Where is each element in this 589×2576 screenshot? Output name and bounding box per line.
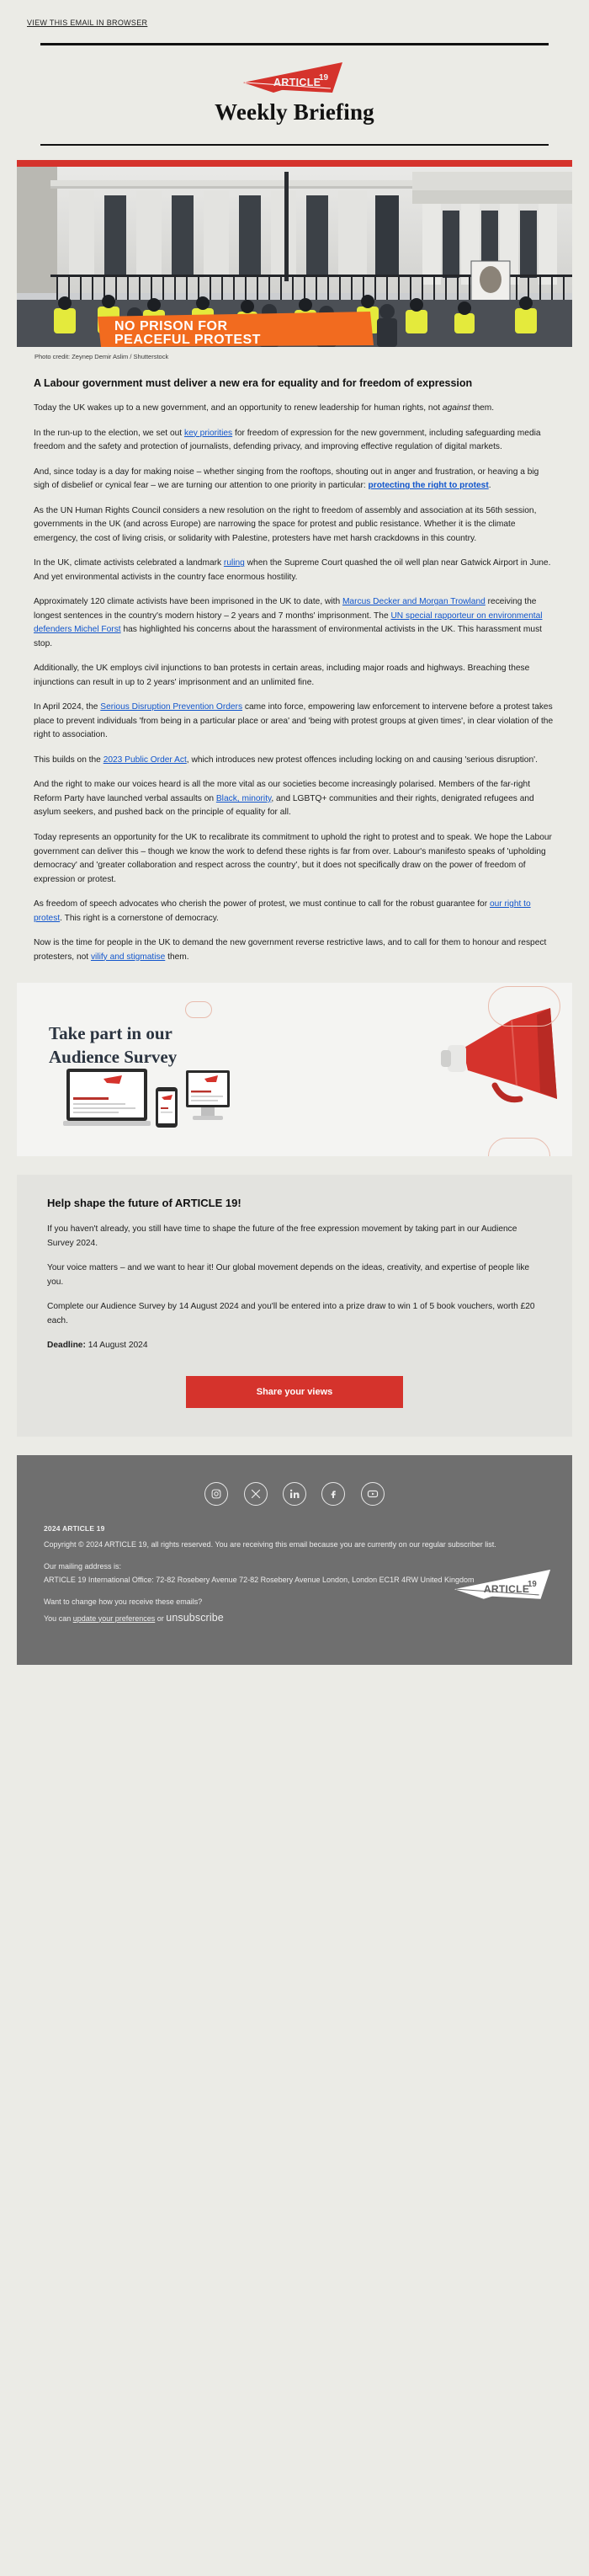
survey-banner-line2: Audience Survey	[49, 1047, 178, 1068]
cta-heading: Help shape the future of ARTICLE 19!	[47, 1197, 241, 1210]
devices-illustration	[63, 1065, 231, 1138]
cta-section	[17, 1175, 572, 1437]
x-twitter-icon[interactable]	[244, 1482, 268, 1506]
article19-logo	[243, 61, 346, 94]
preheader	[0, 0, 589, 29]
paragraph-text: , and LGBTQ+ communities and their rights, denigrated refugees and asylum seekers, and pushed back on the principle of equality for all.	[34, 793, 534, 818]
footer-body	[17, 1524, 572, 1627]
paragraph-text: In April 2024, the	[34, 702, 101, 712]
inline-link[interactable]: ruling	[223, 558, 245, 568]
paragraph-text: In the run-up to the election, we set out	[34, 428, 184, 438]
cta-deadline-label: Deadline:	[47, 1341, 86, 1351]
inline-link[interactable]: 2023 Public Order Act	[103, 755, 187, 765]
hero-photo	[17, 167, 572, 347]
article-paragraph	[34, 701, 555, 743]
speech-bubble-bottom	[488, 1138, 550, 1156]
footer-you-can: You can	[44, 1613, 73, 1623]
article-paragraph	[34, 504, 555, 547]
paragraph-text: when the Supreme Court quashed the oil well plan near Gatwick Airport in June. And yet environmental activists in the country face enormous hostility.	[34, 558, 551, 582]
paragraph-text: came into force, empowering law enforcement to intervene before a protest takes place to prevent individuals 'from being in a particular place or area' and 'being with protest groups at given times', in clear violation of the right to association.	[34, 702, 554, 740]
inline-link[interactable]: vilify and stigmatise	[90, 952, 166, 962]
article-paragraph	[34, 778, 555, 820]
paragraph-text: for	[361, 403, 372, 413]
header-divider-bottom	[40, 144, 549, 146]
svg-text:19: 19	[528, 1579, 537, 1589]
article-paragraph	[34, 662, 555, 690]
footer-or: or	[155, 1613, 167, 1623]
hero-section	[17, 167, 572, 360]
cta-paragraph-3: Complete our Audience Survey by 14 August 2024 and you'll be entered into a prize draw to win 1 of 5 book vouchers, worth £20 each.	[47, 1302, 535, 1325]
footer-copyright: Copyright © 2024 ARTICLE 19, all rights reserved. You are receiving this email because you are currently on our regular subscriber list.	[44, 1539, 496, 1549]
paragraph-text: them.	[165, 952, 189, 962]
article-paragraph	[34, 754, 555, 768]
unsubscribe-link[interactable]: unsubscribe	[166, 1611, 224, 1624]
logo-zone	[0, 45, 589, 98]
paragraph-text: In the UK, climate activists celebrated a landmark	[34, 558, 224, 568]
emphasis-text: against	[442, 403, 470, 413]
paragraph-text: Approximately 120 climate activists have been imprisoned in the UK to date, with	[34, 597, 342, 607]
inline-link[interactable]: UN special rapporteur on environmental defenders Michel Forst	[34, 611, 543, 635]
speech-bubble-small	[185, 1001, 212, 1018]
paragraph-text: Today the UK wakes up to a new government, and an opportunity to renew leadership	[34, 403, 362, 413]
audience-survey-banner[interactable]	[17, 983, 572, 1156]
footer	[17, 1455, 572, 1665]
paragraph-text: human rights, not	[371, 403, 443, 413]
article-paragraph	[34, 466, 555, 493]
footer-address-label: Our mailing address is:	[44, 1562, 122, 1571]
article-paragraphs	[34, 402, 555, 964]
update-preferences-link[interactable]: update your preferences	[72, 1613, 156, 1623]
paragraph-text: . This right is a cornerstone of democracy.	[60, 913, 219, 923]
cta-deadline-value: 14 August 2024	[85, 1341, 148, 1351]
instagram-icon[interactable]	[204, 1482, 228, 1506]
speech-bubble-top	[488, 986, 560, 1027]
paragraph-text: .	[488, 481, 491, 491]
paragraph-text: , which introduces new protest offences including locking on and causing 'serious disruption'.	[186, 755, 538, 765]
linkedin-icon[interactable]	[283, 1482, 306, 1506]
footer-change-prefs-label: Want to change how you receive these emails?	[44, 1597, 203, 1607]
footer-article19-logo	[454, 1568, 554, 1601]
article-paragraph	[34, 898, 555, 925]
footer-year: 2024 ARTICLE 19	[44, 1523, 105, 1533]
paragraph-text: Additionally, the UK employs civil injunctions to ban protests in certain areas, including major roads and highways. Breaching these injunctions can result in up to 2 years' imprisonment and an unlimited fine.	[34, 664, 530, 687]
view-in-browser-link[interactable]: VIEW THIS EMAIL IN BROWSER	[27, 19, 148, 27]
facebook-icon[interactable]	[321, 1482, 345, 1506]
protest-banner	[98, 312, 374, 347]
paragraph-text: has highlighted his concerns about the harassment of environmental activists in the UK. This harassment must stop.	[34, 625, 543, 648]
article-paragraph	[34, 831, 555, 887]
article-paragraph	[34, 936, 555, 964]
cta-button-row	[47, 1364, 542, 1408]
inline-link[interactable]: Black, minority	[215, 793, 272, 803]
paragraph-text: As the UN Human Rights Council considers a new resolution on the right to freedom of assembly and association at its 56th session, governments in the UK (and across Europe) are narrowing the space for protest and public resistance. Whether it is the climate emergency, the cost of living crisis, or solidarity with Palestine, protesters have met harsh crackdowns in this country.	[34, 505, 537, 543]
svg-text:NO PRISON FOR: NO PRISON FOR	[114, 319, 228, 333]
survey-banner-line1: Take part in our	[49, 1023, 172, 1044]
cta-deadline	[47, 1339, 542, 1353]
survey-banner-title	[49, 1021, 259, 1069]
article-paragraph	[34, 427, 555, 455]
paragraph-text: Now is the time for people in the UK to demand the new government reverse restrictive laws, and to call for them to honour and respect protesters, not	[34, 938, 547, 962]
article-headline: A Labour government must deliver a new era for equality and for freedom of expression	[34, 377, 473, 389]
inline-link[interactable]: protecting the right to protest	[368, 481, 489, 491]
svg-text:19: 19	[319, 73, 329, 83]
accent-bar	[17, 160, 572, 167]
inline-link[interactable]: our right to protest	[34, 899, 531, 923]
paragraph-text: This builds on the	[34, 755, 103, 765]
masthead-title: Weekly Briefing	[215, 99, 374, 125]
cta-paragraph-1: If you haven't already, you still have time to shape the future of the free expression movement by taking part in our Audience Survey 2024.	[47, 1224, 517, 1248]
inline-link[interactable]: key priorities	[183, 428, 233, 438]
paragraph-text: receiving the longest sentences in the country's modern history – 2 years and 7 months' imprisonment. The	[34, 597, 537, 621]
paragraph-text: As freedom of speech advocates who cherish the power of protest, we must continue to call for the robust guarantee for	[34, 899, 490, 909]
article-paragraph	[34, 595, 555, 651]
article-section	[0, 360, 589, 964]
paragraph-text: And, since today is a day for making noise – whether singing from the rooftops, shouting out in anger and frustration, or heaving a big sigh of disbelief or cynical fear – we are turning our attention to one priority in particular:	[34, 467, 539, 491]
cta-paragraph-2: Your voice matters – and we want to hear it! Our global movement depends on the ideas, creativity, and expertise of people like you.	[47, 1263, 530, 1287]
svg-text:ARTICLE: ARTICLE	[483, 1582, 530, 1595]
article-paragraph	[34, 557, 555, 584]
paragraph-text: them.	[470, 403, 495, 413]
article-paragraph	[34, 402, 555, 416]
paragraph-text: And the right to make our voices heard is all the more vital as our societies become increasingly polarised. Members of the far-right Reform Party have launched verbal assaults on	[34, 780, 531, 803]
social-links	[17, 1475, 572, 1524]
svg-text:PEACEFUL PROTEST: PEACEFUL PROTEST	[114, 333, 261, 347]
photo-credit: Photo credit: Zeynep Demir Aslim / Shutterstock	[34, 353, 169, 360]
inline-link[interactable]: Serious Disruption Prevention Orders	[100, 702, 243, 712]
footer-preferences-block	[44, 1596, 545, 1627]
youtube-icon[interactable]	[361, 1482, 385, 1506]
footer-address: ARTICLE 19 International Office: 72-82 Rosebery Avenue 72-82 Rosebery Avenue London, London EC1R 4RW United Kingdom	[44, 1575, 475, 1584]
paragraph-text: for freedom of expression for the new government, including safeguarding media freedom and the safety and protection of journalists, defending privacy, and improving effective regulation of digital markets.	[34, 428, 541, 452]
svg-text:ARTICLE: ARTICLE	[273, 77, 321, 88]
paragraph-text: Today represents an opportunity for the UK to recalibrate its commitment to uphold the right to protest and to speak. We hope the Labour government can deliver this – though we know the work to defend these rights is far from over. Labour's manifesto speaks of 'upholding democracy' and 'greater collaboration and respect across the country', but it does not specifically draw on the power of freedom of expression or protest.	[34, 832, 552, 884]
inline-link[interactable]: Marcus Decker and Morgan Trowland	[342, 597, 486, 607]
share-your-views-button[interactable]: Share your views	[186, 1376, 403, 1408]
